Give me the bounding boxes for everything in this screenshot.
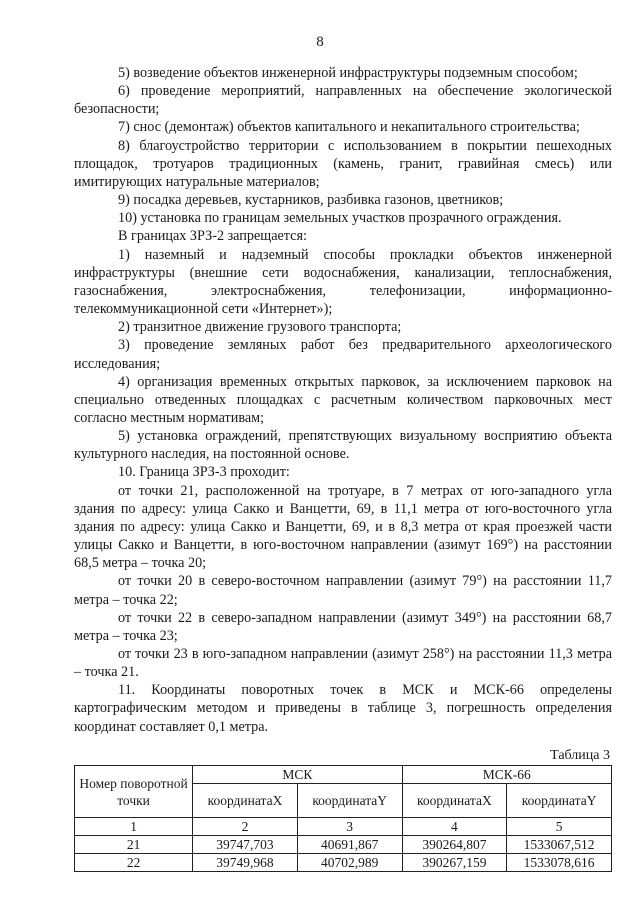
table-cell: 40691,867 xyxy=(297,836,402,854)
table-cell: 5 xyxy=(507,818,612,836)
paragraph: от точки 20 в северо-восточном направлении (азимут 79°) на расстоянии 11,7 метра – точка 22; xyxy=(74,573,612,608)
paragraph: от точки 21, расположенной на тротуаре, в 7 метрах от юго-западного угла здания по адресу: улица Сакко и Ванцетти, 69, в 11,1 метра от юго-восточного угла здания по адресу: улица Сакко и Ванцетти, 69, и в 8,3 метра от края проезжей части улицы Сакко и Ванцетти, в юго-восточном направлении (азимут 169°) на расстоянии 68,5 метра – точка 20; xyxy=(74,482,612,572)
table-row xyxy=(75,836,612,854)
table-cell: 3 xyxy=(297,818,402,836)
table-cell: 390267,159 xyxy=(402,854,507,872)
page-number: 8 xyxy=(316,34,324,50)
header-msk66-x: координатаX xyxy=(402,784,507,818)
paragraph: 10) установка по границам земельных участков прозрачного ограждения. xyxy=(118,210,562,227)
table-cell: 39747,703 xyxy=(193,836,298,854)
paragraph: 11. Координаты поворотных точек в МСК и МСК-66 определены картографическим методом и приведены в таблице 3, погрешность определения координат составляет 0,1 метра. xyxy=(74,682,612,735)
table-index-row xyxy=(75,818,612,836)
table-cell: 40702,989 xyxy=(297,854,402,872)
header-msk-x: координатаX xyxy=(193,784,298,818)
paragraph: 2) транзитное движение грузового транспорта; xyxy=(118,319,402,336)
paragraph: 1) наземный и надземный способы прокладки объектов инженерной инфраструктуры (внешние сети водоснабжения, канализации, теплоснабжения, газоснабжения, электроснабжения, телефонизации, информационно-телекоммуникационной сети «Интернет»); xyxy=(74,246,612,318)
header-msk: МСК xyxy=(193,766,402,784)
paragraph: 5) установка ограждений, препятствующих визуальному восприятию объекта культурного наследия, на постоянной основе. xyxy=(74,428,612,463)
document-body xyxy=(74,64,612,736)
table-row xyxy=(75,854,612,872)
table-cell: 21 xyxy=(75,836,193,854)
paragraph: 4) организация временных открытых парковок, за исключением парковок на специально отведенных площадках с расчетным количеством парковочных мест согласно местным нормативам; xyxy=(74,373,612,426)
paragraph: 3) проведение земляных работ без предварительного археологического исследования; xyxy=(74,337,612,372)
paragraph: 6) проведение мероприятий, направленных на обеспечение экологической безопасности; xyxy=(74,83,612,118)
header-msk-y: координатаY xyxy=(297,784,402,818)
table-cell: 22 xyxy=(75,854,193,872)
table-cell: 4 xyxy=(402,818,507,836)
paragraph: 7) снос (демонтаж) объектов капитального и некапитального строительства; xyxy=(118,119,580,136)
table-cell: 1533067,512 xyxy=(507,836,612,854)
paragraph: В границах ЗРЗ-2 запрещается: xyxy=(118,228,307,245)
paragraph: от точки 23 в юго-западном направлении (азимут 258°) на расстоянии 11,3 метра – точка 21. xyxy=(74,646,612,681)
header-msk66: МСК-66 xyxy=(402,766,611,784)
paragraph: 8) благоустройство территории с использованием в покрытии пешеходных площадок, тротуаров традиционных (камень, гранит, гравийная смесь) или имитирующих натуральные материалов; xyxy=(74,137,612,190)
table-cell: 2 xyxy=(193,818,298,836)
header-point-number: Номер поворотной точки xyxy=(75,766,193,818)
header-msk66-y: координатаY xyxy=(507,784,612,818)
coordinates-table xyxy=(74,765,612,872)
paragraph: 5) возведение объектов инженерной инфраструктуры подземным способом; xyxy=(118,65,578,81)
table-cell: 390264,807 xyxy=(402,836,507,854)
paragraph: от точки 22 в северо-западном направлении (азимут 349°) на расстоянии 68,7 метра – точка 23; xyxy=(74,609,612,644)
table-header-row xyxy=(75,766,612,784)
paragraph: 10. Граница ЗРЗ-3 проходит: xyxy=(118,464,290,481)
table-cell: 1533078,616 xyxy=(507,854,612,872)
paragraph: 9) посадка деревьев, кустарников, разбивка газонов, цветников; xyxy=(118,192,504,209)
table-caption: Таблица 3 xyxy=(550,748,610,763)
table-cell: 39749,968 xyxy=(193,854,298,872)
table-cell: 1 xyxy=(75,818,193,836)
